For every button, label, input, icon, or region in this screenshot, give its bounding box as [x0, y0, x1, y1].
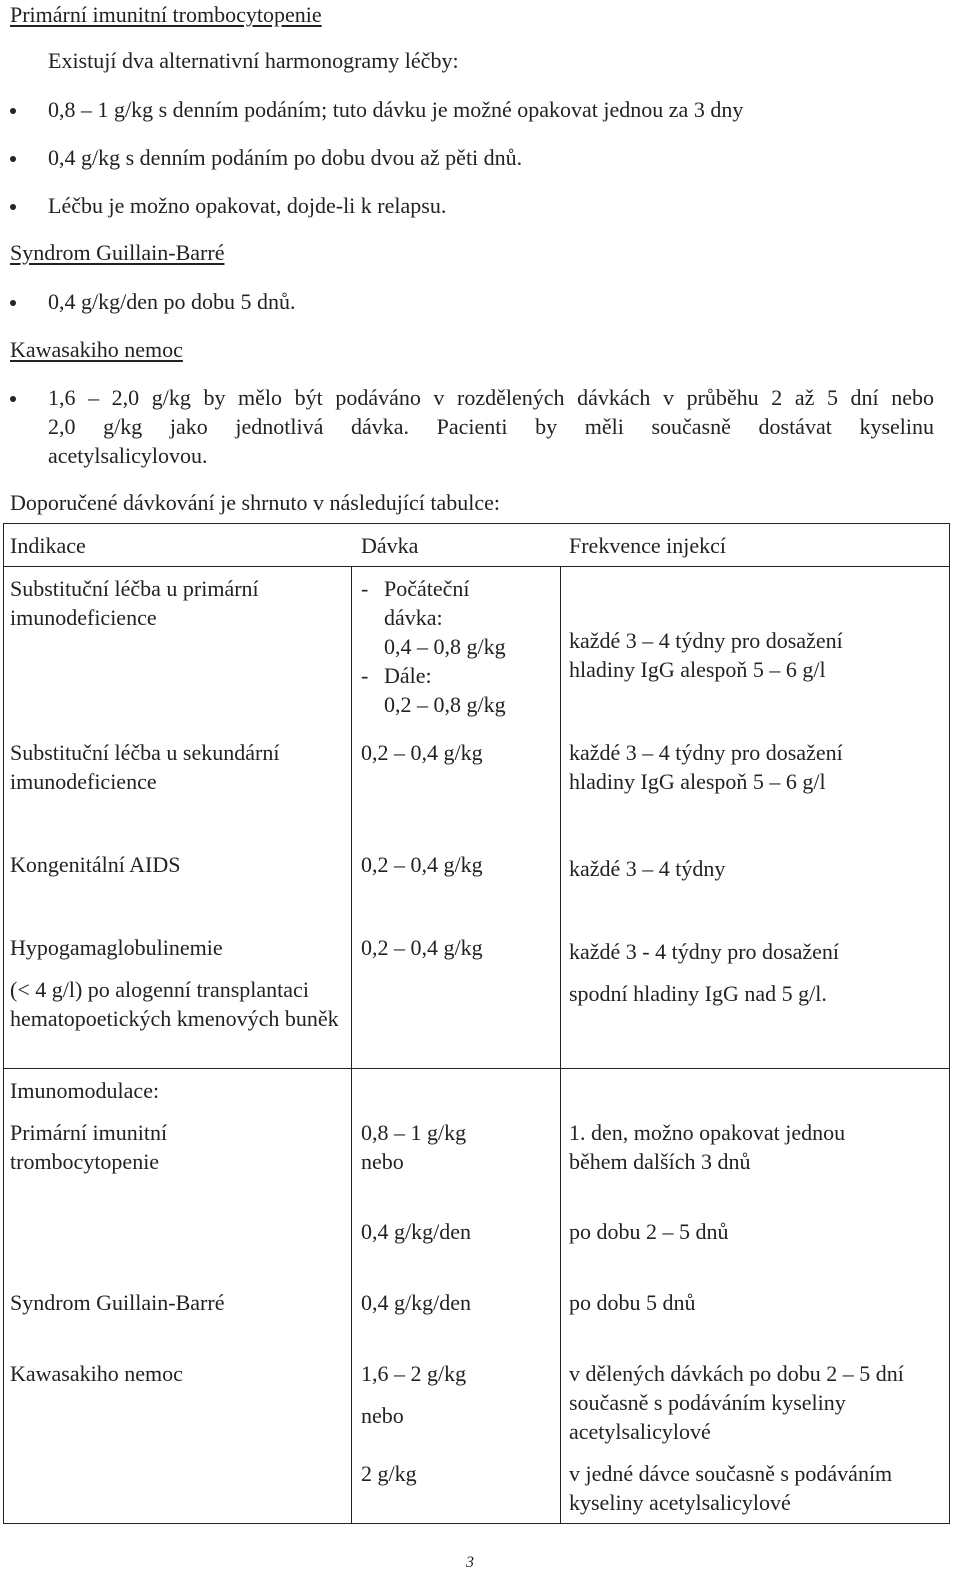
row-hypogamma-frequency-line-1: každé 3 - 4 týdny pro dosažení: [569, 939, 840, 964]
table-row-divider: [3, 1068, 950, 1069]
row-pit-dose-2: 0,4 g/kg/den: [361, 1219, 471, 1244]
row-pit-indication: Primární imunitní trombocytopenie: [10, 1120, 168, 1174]
section-heading-pit: Primární imunitní trombocytopenie: [10, 2, 322, 27]
row-hypogamma-frequency-line-2: spodní hladiny IgG nad 5 g/l.: [569, 981, 827, 1006]
table-caption: Doporučené dávkování je shrnuto v následující tabulce:: [10, 490, 500, 515]
row-hypogamma-indication-line-1: Hypogamaglobulinemie: [10, 935, 223, 960]
row-pit-frequency-2: po dobu 2 – 5 dnů: [569, 1219, 729, 1244]
row-primary-immunodef-dose-initial: 0,4 – 0,8 g/kg: [384, 634, 506, 659]
bullet-icon: [10, 108, 16, 114]
row-primary-immunodef-dose-then: 0,2 – 0,8 g/kg: [384, 692, 506, 717]
immunomodulation-heading: Imunomodulace:: [10, 1078, 160, 1103]
table-border-bottom: [3, 1523, 950, 1524]
row-kawasaki-indication: Kawasakiho nemoc: [10, 1361, 183, 1386]
row-congenital-aids-dose: 0,2 – 0,4 g/kg: [361, 852, 483, 877]
section-heading-kawasaki: Kawasakiho nemoc: [10, 337, 183, 362]
table-header-divider: [3, 566, 950, 567]
table-col-divider-2: [560, 566, 561, 1524]
bullet-icon: [10, 300, 16, 306]
row-gbs-indication: Syndrom Guillain-Barré: [10, 1290, 225, 1315]
pit-bullet-2: 0,4 g/kg s denním podáním po dobu dvou až pěti dnů.: [48, 145, 523, 170]
row-congenital-aids-indication: Kongenitální AIDS: [10, 852, 181, 877]
dash-marker: -: [361, 663, 369, 688]
pit-intro: Existují dva alternativní harmonogramy léčby:: [48, 48, 459, 73]
page-number: 3: [466, 1554, 474, 1571]
bullet-icon: [10, 396, 16, 402]
row-hypogamma-dose: 0,2 – 0,4 g/kg: [361, 935, 483, 960]
gbs-bullet-1: 0,4 g/kg/den po dobu 5 dnů.: [48, 289, 296, 314]
table-border-left: [3, 523, 4, 1524]
row-pit-dose-1: 0,8 – 1 g/kg nebo: [361, 1120, 467, 1174]
row-secondary-immunodef-dose: 0,2 – 0,4 g/kg: [361, 740, 483, 765]
row-primary-immunodef-frequency: každé 3 – 4 týdny pro dosažení hladiny IgG alespoň 5 – 6 g/l: [569, 628, 843, 682]
kawasaki-bullet-line-1: 1,6 – 2,0 g/kg by mělo být podáváno v rozdělených dávkách v průběhu 2 až 5 dní nebo: [48, 385, 934, 410]
row-kawasaki-frequency-2: v jedné dávce současně s podáváním kyseliny acetylsalicylové: [569, 1461, 893, 1515]
row-hypogamma-indication-line-2: (< 4 g/l) po alogenní transplantaci hematopoetických kmenových buněk: [10, 977, 339, 1031]
row-kawasaki-frequency-1: v dělených dávkách po dobu 2 – 5 dní současně s podáváním kyseliny acetylsalicylové: [569, 1361, 904, 1444]
pit-bullet-3: Léčbu je možno opakovat, dojde-li k relapsu.: [48, 193, 447, 218]
row-kawasaki-dose-or: nebo: [361, 1403, 404, 1428]
bullet-icon: [10, 156, 16, 162]
table-border-top: [3, 523, 950, 524]
kawasaki-bullet-line-2: 2,0 g/kg jako jednotlivá dávka. Pacienti by měli současně dostávat kyselinu: [48, 414, 934, 439]
row-primary-immunodef-indication: Substituční léčba u primární imunodeficience: [10, 576, 259, 630]
kawasaki-bullet-line-3: acetylsalicylovou.: [48, 443, 208, 468]
table-header-indication: Indikace: [10, 533, 86, 558]
table-col-divider-1: [351, 566, 352, 1524]
row-primary-immunodef-dose-initial-label: Počáteční dávka:: [384, 576, 470, 630]
table-border-right: [949, 523, 950, 1524]
row-secondary-immunodef-indication: Substituční léčba u sekundární imunodeficience: [10, 740, 280, 794]
row-gbs-frequency: po dobu 5 dnů: [569, 1290, 696, 1315]
dash-marker: -: [361, 576, 369, 601]
row-kawasaki-dose-1: 1,6 – 2 g/kg: [361, 1361, 467, 1386]
bullet-icon: [10, 204, 16, 210]
row-pit-frequency-1: 1. den, možno opakovat jednou během dalších 3 dnů: [569, 1120, 846, 1174]
table-header-dose: Dávka: [361, 533, 419, 558]
row-secondary-immunodef-frequency: každé 3 – 4 týdny pro dosažení hladiny IgG alespoň 5 – 6 g/l: [569, 740, 843, 794]
table-header-frequency: Frekvence injekcí: [569, 533, 726, 558]
section-heading-gbs: Syndrom Guillain-Barré: [10, 240, 225, 265]
row-congenital-aids-frequency: každé 3 – 4 týdny: [569, 856, 726, 881]
row-kawasaki-dose-2: 2 g/kg: [361, 1461, 417, 1486]
pit-bullet-1: 0,8 – 1 g/kg s denním podáním; tuto dávku je možné opakovat jednou za 3 dny: [48, 97, 744, 122]
row-primary-immunodef-dose-then-label: Dále:: [384, 663, 432, 688]
row-gbs-dose: 0,4 g/kg/den: [361, 1290, 471, 1315]
